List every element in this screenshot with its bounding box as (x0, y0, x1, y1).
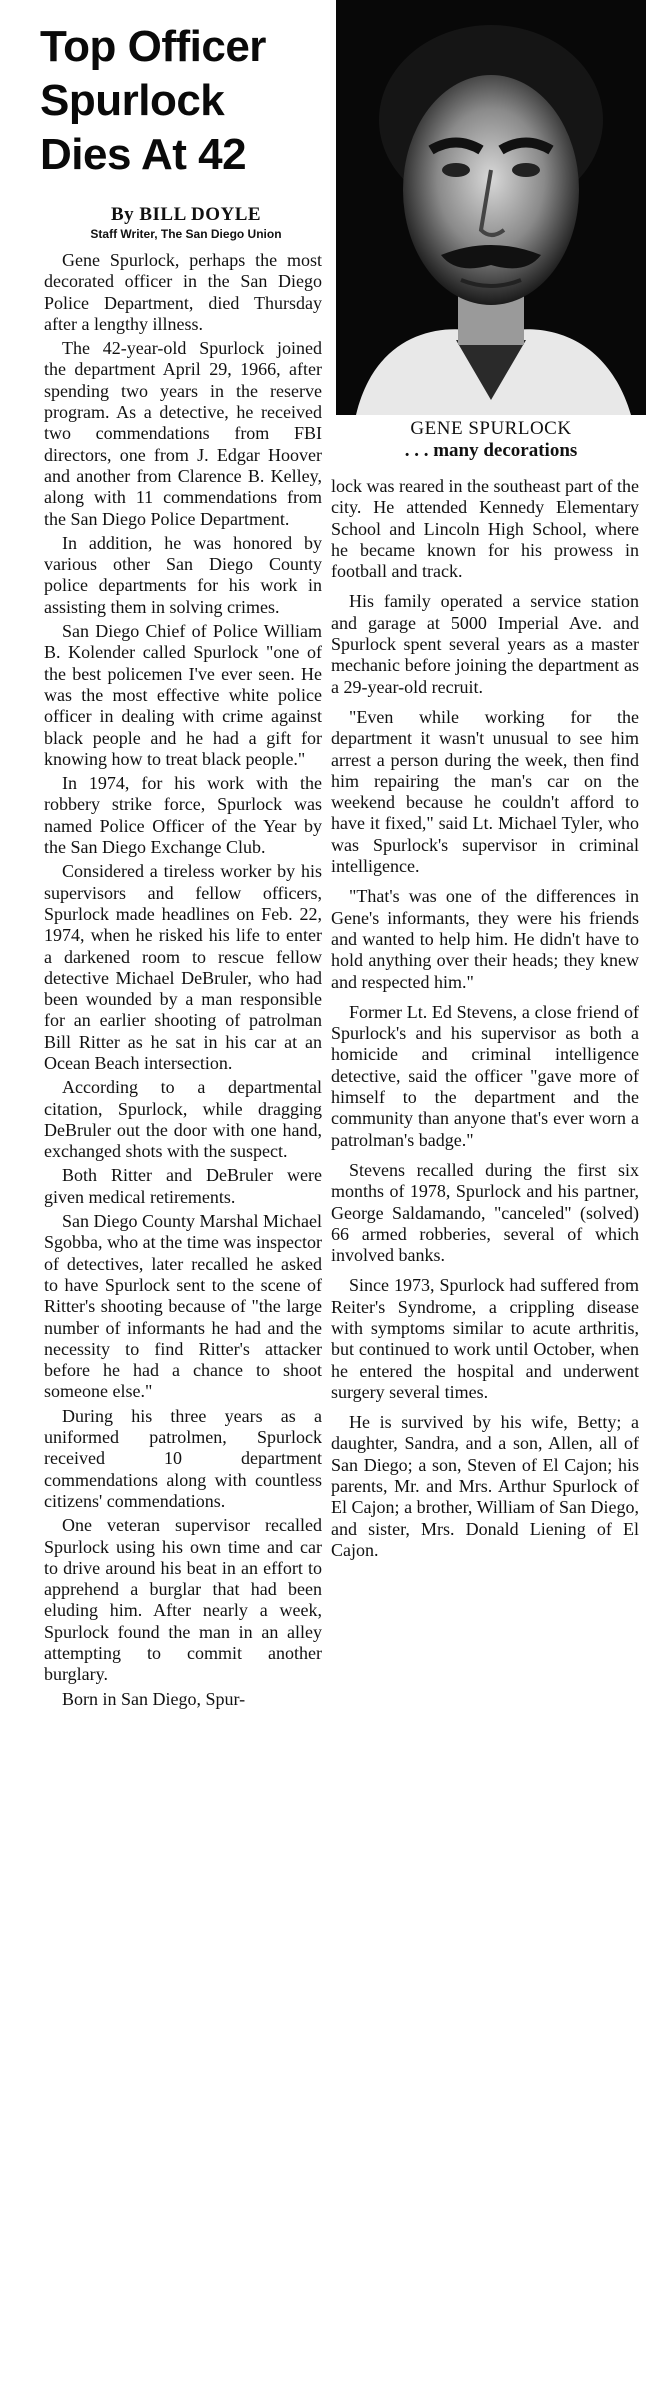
byline-role: Staff Writer, The San Diego Union (90, 227, 282, 241)
headline-line-3: Dies At 42 (40, 130, 247, 179)
paragraph: In addition, he was honored by various other San Diego County police departments for his work in assisting them in solving crimes. (44, 532, 322, 617)
headline-line-2: Spurlock (40, 76, 225, 125)
paragraph: Gene Spurlock, perhaps the most decorated officer in the San Diego Police Department, died Thursday after a lengthy illness. (44, 250, 322, 334)
paragraph: The 42-year-old Spurlock joined the department April 29, 1966, after spending two years in the reserve program. As a detective, he received two commendations from FBI directors, one from J. Edgar Hoover and another from Clarence B. Kelley, along with 11 commendations from the San Diego Police Department. (44, 338, 322, 529)
paragraph: lock was reared in the southeast part of the city. He attended Kennedy Elementary School and Lincoln High School, where he became known for his prowess in football and track. (331, 476, 639, 582)
paragraph: One veteran supervisor recalled Spurlock using his own time and car to drive around his beat in an effort to apprehend a burglar that had been eluding him. After nearly a week, Spurlock found the man in an alley attempting to commit another burglary. (44, 1515, 322, 1685)
paragraph: San Diego Chief of Police William B. Kolender called Spurlock "one of the best policemen I've ever seen. He was the most effective white police officer in dealing with crime against black people and he had a gift for knowing how to treat black people." (44, 621, 322, 769)
byline (40, 204, 332, 242)
paragraph: "Even while working for the department it wasn't unusual to see him arrest a person during the week, then find him repairing the man's car on the weekend because he couldn't afford to have it fixed," said Lt. Michael Tyler, who was Spurlock's supervisor in criminal intelligence. (331, 706, 639, 877)
article-column-2 (331, 476, 639, 1570)
paragraph: "That's was one of the differences in Gene's informants, they were his friends and wanted to help him. He didn't have to hold anything over their heads; they knew and respected him." (331, 886, 639, 992)
photo-caption (336, 418, 646, 462)
paragraph: Born in San Diego, Spur- (62, 1688, 246, 1709)
caption-name: GENE SPURLOCK (410, 418, 572, 439)
headline-line-1: Top Officer (40, 22, 266, 71)
portrait-illustration (336, 0, 646, 415)
paragraph: He is survived by his wife, Betty; a daughter, Sandra, and a son, Allen, all of San Diego; a son, Steven of El Cajon; his parents, Mr. and Mrs. Arthur Spurlock of El Cajon; a brother, William of San Diego, and sister, Mrs. Donald Liening of El Cajon. (331, 1412, 639, 1560)
portrait-photo (336, 0, 646, 415)
paragraph: Since 1973, Spurlock had suffered from Reiter's Syndrome, a crippling disease with symptoms similar to acute arthritis, but continued to work until October, when he entered the hospital and underwent surgery several times. (331, 1275, 639, 1402)
paragraph: San Diego County Marshal Michael Sgobba, who at the time was inspector of detectives, later recalled he asked to have Spurlock sent to the scene of Ritter's shooting because of "the large number of informants he had and the necessity to find Ritter's attacker before he had a chance to shoot someone else." (44, 1211, 322, 1402)
paragraph: Stevens recalled during the first six months of 1978, Spurlock and his partner, George Saldamando, "canceled" (solved) 66 armed robberies, several of which involved banks. (331, 1159, 639, 1266)
caption-subtitle: . . . many decorations (404, 440, 578, 461)
paragraph: According to a departmental citation, Spurlock, while dragging DeBruler out the door with one hand, exchanged shots with the suspect. (44, 1077, 322, 1162)
headline (40, 20, 340, 182)
byline-author: By BILL DOYLE (110, 204, 262, 225)
paragraph: Considered a tireless worker by his supervisors and fellow officers, Spurlock made headlines on Feb. 22, 1974, when he risked his life to enter a darkened room to rescue fellow detective Michael DeBruler, who had been wounded by a man responsible for an earlier shooting of patrolman Bill Ritter as he sat in his car at an Ocean Beach intersection. (44, 861, 322, 1073)
paragraph: Former Lt. Ed Stevens, a close friend of Spurlock's and his supervisor as both a homicide and criminal intelligence detective, said the officer "gave more of himself to the department and the community than anyone that's ever worn a patrolman's badge." (331, 1001, 639, 1150)
paragraph: During his three years as a uniformed patrolmen, Spurlock received 10 department commendations along with countless citizens' commendations. (44, 1405, 322, 1511)
paragraph: His family operated a service station and garage at 5000 Imperial Ave. and Spurlock spent several years as a master mechanic before joining the department as a 29-year-old recruit. (331, 591, 639, 697)
article-column-1 (44, 250, 322, 1713)
paragraph: Both Ritter and DeBruler were given medical retirements. (44, 1165, 322, 1207)
paragraph: In 1974, for his work with the robbery strike force, Spurlock was named Police Officer of the Year by the San Diego Exchange Club. (44, 773, 322, 858)
